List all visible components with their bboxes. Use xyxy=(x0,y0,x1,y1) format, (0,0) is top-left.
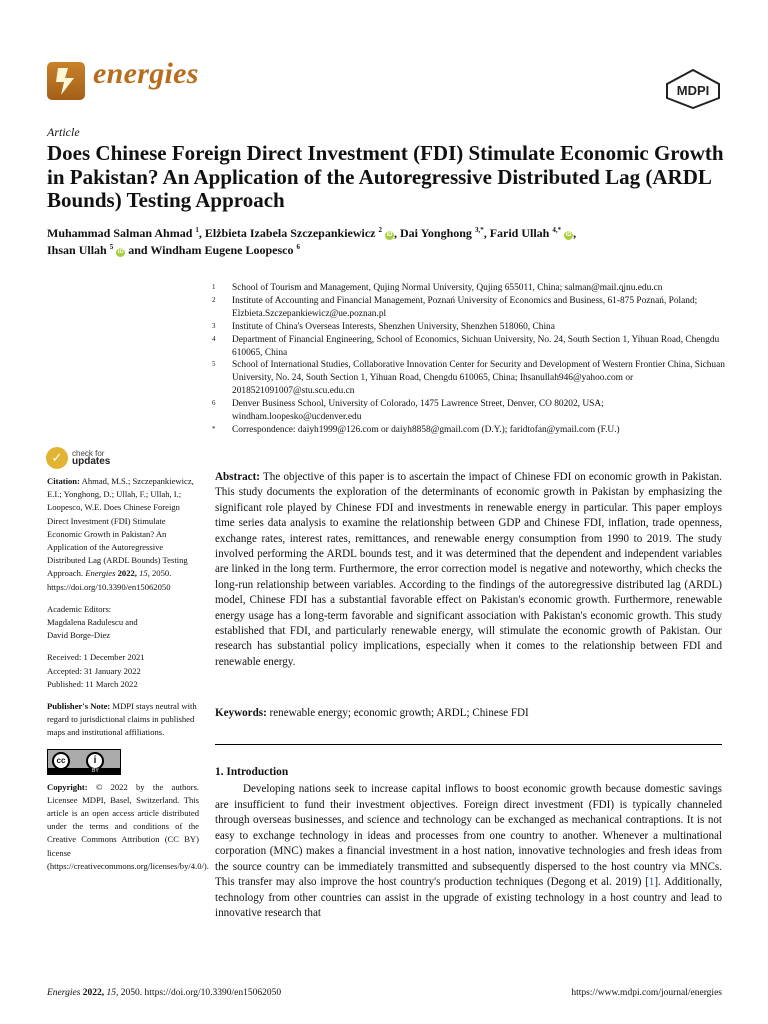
check-line1: check for xyxy=(72,449,105,458)
author-list xyxy=(47,225,737,259)
affiliation-number: 3 xyxy=(212,321,216,330)
affiliation-text: Institute of Accounting and Financial Management, Poznań University of Economics and Business, 61-875 Poznań, Poland; Elzbieta.Szczepankiewicz@ue.poznan.pl xyxy=(232,295,698,319)
attribution-person-icon: i xyxy=(86,752,104,770)
citation-text: Ahmad, M.S.; Szczepankiewicz, E.I.; Yonghong, D.; Ullah, F.; Ullah, I.; Loopesco, W.E. Does Chinese Foreign Direct Investment (FDI) Stimulate Economic Growth in Pakistan? An Application of the Autoregressive Distributed Lag (ARDL Bounds) Testing Approach. xyxy=(47,476,194,579)
citation-link[interactable]: 1 xyxy=(648,876,655,888)
affiliation-number: 5 xyxy=(212,360,216,369)
keywords xyxy=(215,706,722,721)
footer-citation xyxy=(47,988,281,998)
journal-name: energies xyxy=(93,57,199,90)
citation-block xyxy=(47,475,199,594)
affiliation-number: 2 xyxy=(212,295,216,304)
footer-journal-url[interactable]: https://www.mdpi.com/journal/energies xyxy=(571,988,722,998)
citation-volume: 15, xyxy=(139,568,150,579)
check-icon: ✓ xyxy=(46,447,68,469)
footer-doi[interactable]: 2050. https://doi.org/10.3390/en15062050 xyxy=(120,988,282,998)
copyright-block xyxy=(47,781,209,873)
author-name: Farid Ullah xyxy=(489,226,550,240)
affiliation-item xyxy=(212,398,732,424)
affiliation-text: Denver Business School, University of Colorado, 1475 Lawrence Street, Denver, CO 80202, USA; windham.loopesko@ucdenver.edu xyxy=(232,399,604,423)
accepted-date: Accepted: 31 January 2022 xyxy=(47,665,141,676)
check-line2: updates xyxy=(72,456,111,467)
editor-name: David Borge-Diez xyxy=(47,630,111,641)
affiliation-number: 6 xyxy=(212,399,216,408)
cc-by-label: BY xyxy=(92,767,99,774)
mdpi-logo-icon xyxy=(664,69,722,109)
keywords-text: renewable energy; economic growth; ARDL; Chinese FDI xyxy=(269,707,529,719)
affiliation-text: School of Tourism and Management, Qujing Normal University, Qujing 655011, China; salman@mail.qjnu.edu.cn xyxy=(232,283,663,293)
cc-bar xyxy=(48,768,120,774)
intro-text-a: Developing nations seek to increase capital inflows to boost economic growth because domestic savings are insufficient to fund their investment objectives. Foreign direct investment (FDI) is typically channeled through overseas businesses, and science and technology can be exchanged as mechanical contraptions. It is not easy to exchange technology in ideas and processes from one country to another. Whenever a multinational corporation (MNC) makes a financial investment in a host nation, innovative technologies and fresh ideas from the source country can be immediately transmitted and subsequently dispersed to the host country via MNCs. This transfer may also improve the host country's production techniques (Degong et al. 2019) [ xyxy=(215,783,722,888)
affiliation-item xyxy=(212,295,732,321)
affiliation-item xyxy=(212,424,732,437)
cc-by-license-icon[interactable] xyxy=(47,749,121,775)
affiliation-text: School of International Studies, Collaborative Innovation Center for Security and Development of Western Frontier China, Sichuan University, No. 24, South Section 1, Yihuan Road, Chengdu 610065, China; Ihsanullah946@yahoo.com or 2018521091007@stu.scu.edu.cn xyxy=(232,360,725,397)
received-date: Received: 1 December 2021 xyxy=(47,652,145,663)
publisher-note-label: Publisher's Note: xyxy=(47,701,111,712)
citation-year: 2022, xyxy=(117,568,137,579)
citation-label: Citation: xyxy=(47,476,80,486)
author-name: Windham Eugene Loopesco xyxy=(150,243,294,257)
abstract xyxy=(215,470,722,670)
author-affiliation-marker: 4,* xyxy=(552,226,562,234)
author-name: Elżbieta Izabela Szczepankiewicz xyxy=(204,226,376,240)
keywords-label: Keywords: xyxy=(215,707,267,719)
affiliation-number: 1 xyxy=(212,283,216,291)
dates-block xyxy=(47,651,199,691)
orcid-icon[interactable]: iD xyxy=(386,232,393,238)
author-separator: , xyxy=(483,226,490,240)
sidebar xyxy=(47,475,209,882)
author-separator: and xyxy=(125,243,151,257)
citation-doi[interactable]: 2050. https://doi.org/10.3390/en15062050 xyxy=(47,568,172,592)
author-affiliation-marker: 5 xyxy=(109,243,114,251)
footer-volume: 15, xyxy=(106,988,119,998)
author-affiliation-marker: 2 xyxy=(378,226,383,234)
affiliation-text: Institute of China's Overseas Interests, Shenzhen University, Shenzhen 518060, China xyxy=(232,321,555,332)
intro-text-b: ]. Additionally, technology from other countries can assist in the upgrade of existing technology in a host country and lead to innovative research that xyxy=(215,876,722,919)
footer-journal: Energies xyxy=(47,988,81,998)
author-name: Dai Yonghong xyxy=(400,226,472,240)
article-title: Does Chinese Foreign Direct Investment (FDI) Stimulate Economic Growth in Pakistan? An Application of the Autoregressive Distributed Lag (ARDL Bounds) Testing Approach xyxy=(47,141,724,212)
author-name: Ihsan Ullah xyxy=(47,243,107,257)
orcid-icon[interactable]: iD xyxy=(117,249,124,255)
publisher-note xyxy=(47,700,199,740)
affiliation-list xyxy=(212,282,732,437)
cc-icon: cc xyxy=(52,752,70,770)
copyright-text: © 2022 by the authors. Licensee MDPI, Basel, Switzerland. This article is an open access article distributed under the terms and conditions of the Creative Commons Attribution (CC BY) license (https://creativecommons.org/licenses/by/4.0/). xyxy=(47,781,209,871)
affiliation-item xyxy=(212,282,732,295)
author-affiliation-marker: 1 xyxy=(195,226,199,234)
orcid-icon[interactable]: iD xyxy=(565,232,572,238)
published-date: Published: 11 March 2022 xyxy=(47,678,138,689)
affiliation-item xyxy=(212,359,732,398)
author-affiliation-marker: 6 xyxy=(296,243,300,251)
abstract-text: The objective of this paper is to ascertain the impact of Chinese FDI on economic growth in Pakistan. This study documents the exploration of the determinants of economic growth in Pakistan by emphasizing the significant role played by Chinese FDI and investments in renewable energy in particular. This paper employs time series data analysis to examine the relationship between GDP and Chinese FDI, inflation, trade openness, exchange rates, interest rates, remittances, and renewable energy consumption from 1990 to 2019. The study involved performing the ARDL bounds test, and it was determined that the dependent and independent variables are linked in the long term. Furthermore, the error correction model is negative and noteworthy, which checks the long-run relationship between variables. According to the findings of the autoregressive distributed lag (ARDL) model, Chinese FDI has a substantial favorable effect on Pakistan's economic growth. Furthermore, renewable energy usage has a long-term favorable and significant association with Pakistan's economic growth. This study established that FDI, and particularly renewable energy, will stimulate the economic growth of Pakistan. Our research has substantial policy implications, especially when it comes to the relationship between FDI and renewable energy. xyxy=(215,471,722,668)
editor-name: Magdalena Radulescu and xyxy=(47,617,138,628)
footer-year: 2022, xyxy=(82,988,105,998)
author-separator: , xyxy=(198,226,205,240)
author-affiliation-marker: 3,* xyxy=(474,226,484,234)
check-for-updates-badge[interactable] xyxy=(46,447,110,469)
author-separator: , xyxy=(394,226,401,240)
lightning-bolt-icon xyxy=(47,62,85,100)
author-name: Muhammad Salman Ahmad xyxy=(47,226,193,240)
affiliation-text: Department of Financial Engineering, School of Economics, Sichuan University, No. 24, South Section 1, Yihuan Road, Chengdu 610065, China xyxy=(232,334,720,358)
affiliation-number: 4 xyxy=(212,334,216,343)
article-type: Article xyxy=(47,125,80,139)
abstract-label: Abstract: xyxy=(215,471,260,483)
affiliation-item xyxy=(212,321,732,334)
affiliation-text: Correspondence: daiyh1999@126.com or daiyh8858@gmail.com (D.Y.); faridtofan@ymail.com (F.U.) xyxy=(232,424,620,435)
intro-paragraph xyxy=(215,782,722,922)
editors-label: Academic Editors: xyxy=(47,603,112,614)
journal-logo-icon xyxy=(47,62,85,100)
publisher-note-text: MDPI stays neutral with regard to jurisdictional claims in published maps and institutional affiliations. xyxy=(47,701,197,738)
copyright-label: Copyright: xyxy=(47,781,88,792)
affiliation-item xyxy=(212,334,732,360)
section-divider xyxy=(215,744,722,745)
editors-block xyxy=(47,603,199,643)
author-separator: , xyxy=(573,226,577,240)
intro-heading: 1. Introduction xyxy=(215,766,289,778)
mdpi-logo-text: MDPI xyxy=(676,83,710,98)
check-updates-text xyxy=(72,450,110,466)
citation-journal: Energies xyxy=(85,568,116,579)
affiliation-number: * xyxy=(212,424,216,433)
